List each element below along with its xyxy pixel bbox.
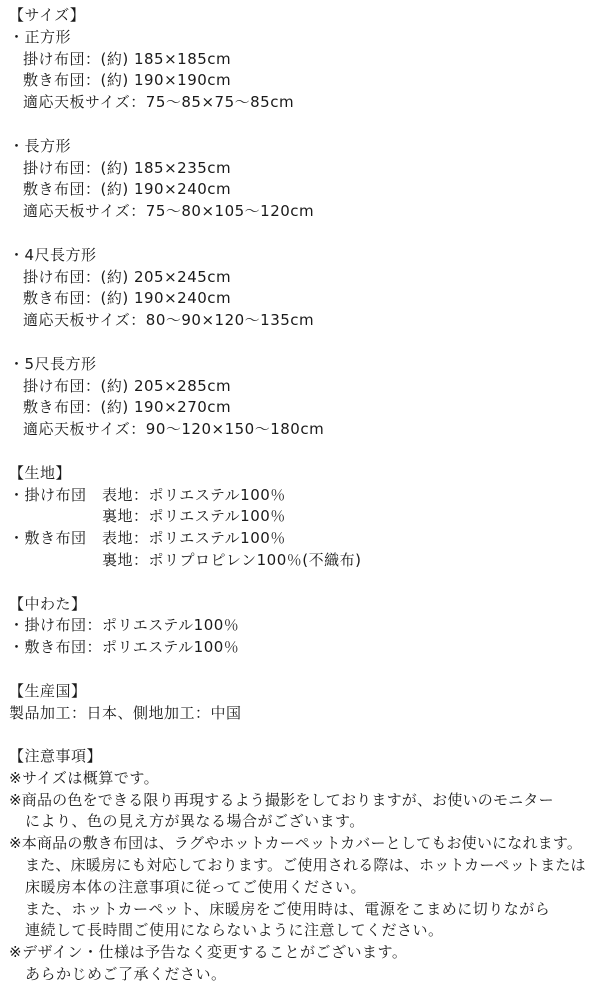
size-line: 敷き布団：(約) 190×270cm <box>23 398 232 417</box>
size-line: 敷き布団：(約) 190×240cm <box>23 289 232 308</box>
spacer <box>9 441 594 463</box>
size-group-square-name: ・正方形 <box>9 27 72 46</box>
size-group-5shaku-name: ・5尺長方形 <box>9 354 97 373</box>
size-line: 掛け布団：(約) 185×235cm <box>23 158 232 177</box>
origin-line: 製品加工：日本、側地加工：中国 <box>9 703 242 722</box>
spacer <box>9 572 594 594</box>
size-group-rectangle-name: ・長方形 <box>9 136 72 155</box>
note-line: ※商品の色をできる限り再現するよう撮影をしておりますが、お使いのモニター <box>9 790 554 809</box>
spacer <box>9 659 594 681</box>
size-line: 適応天板サイズ：80～90×120～135cm <box>23 311 315 330</box>
spacer <box>9 332 594 354</box>
note-line: ※デザイン・仕様は予告なく変更することがございます。 <box>9 943 408 962</box>
size-group-4shaku-name: ・4尺長方形 <box>9 245 97 264</box>
note-line: 床暖房本体の注意事項に従ってご使用ください。 <box>25 877 367 896</box>
note-line: ※本商品の敷き布団は、ラグやホットカーペットカバーとしてもお使いになれます。 <box>9 834 583 853</box>
size-line: 適応天板サイズ：90～120×150～180cm <box>23 420 325 439</box>
spacer <box>9 724 594 746</box>
spec-document <box>9 5 594 986</box>
fabric-line: 裏地：ポリエステル100％ <box>9 507 286 526</box>
size-line: 掛け布団：(約) 185×185cm <box>23 49 232 68</box>
size-line: 掛け布団：(約) 205×285cm <box>23 376 232 395</box>
note-line: 連続して長時間ご使用にならないように注意してください。 <box>25 921 444 940</box>
fabric-heading: 【生地】 <box>9 463 72 482</box>
size-line: 敷き布団：(約) 190×240cm <box>23 180 232 199</box>
fabric-line: ・掛け布団 表地：ポリエステル100％ <box>9 485 286 504</box>
size-line: 掛け布団：(約) 205×245cm <box>23 267 232 286</box>
size-heading: 【サイズ】 <box>9 6 86 24</box>
size-line: 敷き布団：(約) 190×190cm <box>23 71 232 90</box>
note-line: また、ホットカーペット、床暖房をご使用時は、電源をこまめに切りながら <box>25 899 551 918</box>
fabric-line: 裏地：ポリプロピレン100％(不織布) <box>9 550 362 569</box>
filling-line: ・掛け布団：ポリエステル100％ <box>9 616 240 635</box>
note-line: により、色の見え方が異なる場合がございます。 <box>25 812 365 831</box>
spacer <box>9 114 594 136</box>
note-line: あらかじめご了承ください。 <box>25 965 227 984</box>
notes-heading: 【注意事項】 <box>9 747 103 766</box>
size-line: 適応天板サイズ：75～80×105～120cm <box>23 202 315 221</box>
fabric-line: ・敷き布団 表地：ポリエステル100％ <box>9 529 286 548</box>
note-line: また、床暖房にも対応しております。ご使用される際は、ホットカーペットまたは <box>25 856 586 875</box>
filling-heading: 【中わた】 <box>9 594 87 613</box>
origin-heading: 【生産国】 <box>9 681 87 700</box>
filling-line: ・敷き布団：ポリエステル100％ <box>9 638 240 657</box>
note-line: ※サイズは概算です。 <box>9 768 160 787</box>
size-line: 適応天板サイズ：75～85×75～85cm <box>23 93 295 112</box>
spacer <box>9 223 594 245</box>
